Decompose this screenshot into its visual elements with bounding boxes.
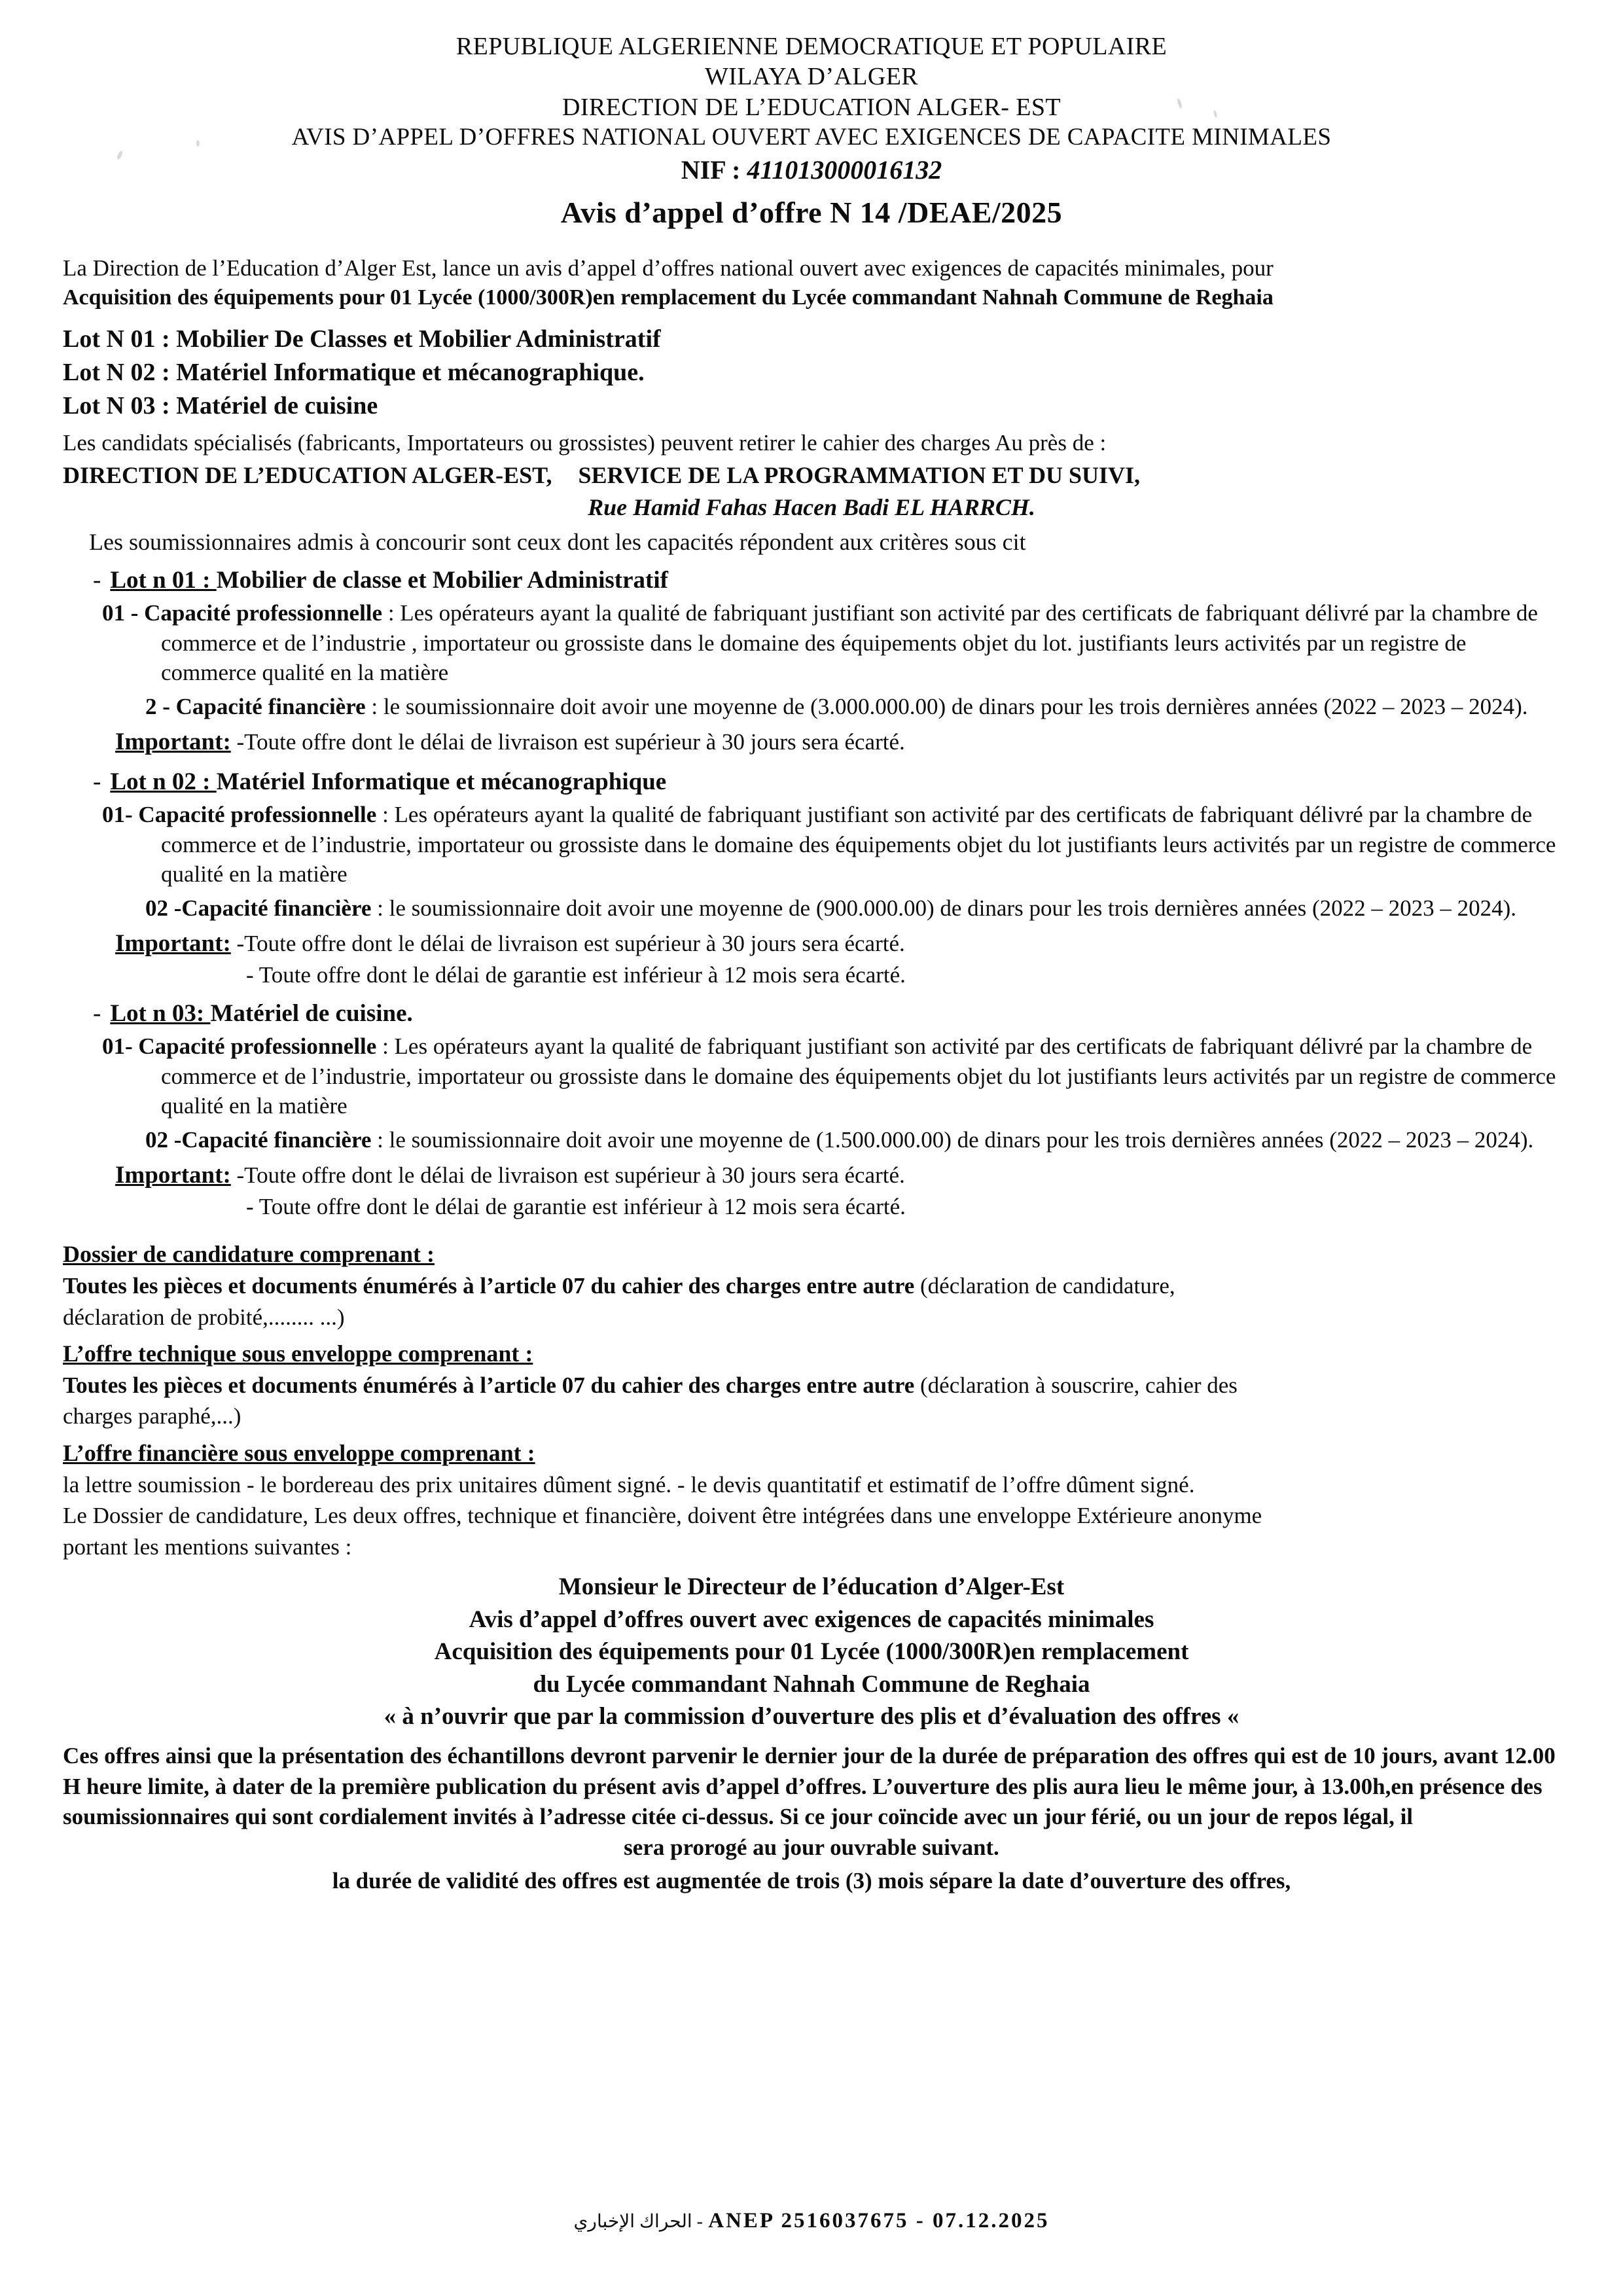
lot-03-dash: -: [93, 1000, 101, 1028]
financiere-line-2: Le Dossier de candidature, Les deux offres, technique et financière, doivent être intégrées dans une enveloppe Extérieure anonyme: [63, 1503, 1262, 1529]
lot-03-important: [63, 1160, 1560, 1222]
lot-01-dash: -: [93, 567, 101, 594]
enveloppe-line-5: « à n’ouvrir que par la commission d’ouverture des plis et d’évaluation des offres «: [383, 1703, 1240, 1731]
retirement-direction: DIRECTION DE L’EDUCATION ALGER-EST,: [63, 462, 552, 489]
lot-01-financial: [63, 692, 1560, 722]
lot-detail-03: [63, 999, 1560, 1222]
final-paragraph: [63, 1741, 1560, 1863]
lot-02-prof-label: 01- Capacité professionnelle: [102, 802, 377, 828]
lot-02-important-label: Important:: [115, 930, 231, 958]
dossier-line-1: [63, 1271, 1560, 1301]
lot-02-fin-label: 02 -Capacité financière: [145, 895, 372, 921]
footer-anep-code: ANEP 2516037675 - 07.12.2025: [708, 2209, 1050, 2233]
lot-detail-01: [63, 566, 1560, 759]
lot-02-financial: [63, 893, 1560, 924]
enveloppe-line-2: Avis d’appel d’offres ouvert avec exigences de capacités minimales: [469, 1605, 1154, 1633]
retirement-block: [63, 428, 1560, 558]
lot-02-fin-text: : le soumissionnaire doit avoir une moyenne de (900.000.00) de dinars pour les trois dernières années (2022 – 2023 – 2024).: [371, 895, 1517, 921]
lot-01-professional: [63, 598, 1560, 688]
dossier-heading: Dossier de candidature comprenant :: [63, 1241, 435, 1268]
lot-item: Lot N 01 : Mobilier De Classes et Mobilier Administratif: [63, 325, 661, 353]
criteria-line: Les soumissionnaires admis à concourir sont ceux dont les capacités répondent aux critères sous cit: [89, 528, 1026, 555]
lot-01-title-rest: Mobilier de classe et Mobilier Administratif: [216, 567, 668, 594]
lot-03-title: Lot n 03:: [110, 1000, 211, 1028]
technique-line-2: charges paraphé,...): [63, 1403, 241, 1429]
lots-list: [63, 323, 1560, 423]
lot-01-prof-label: 01 - Capacité professionnelle: [102, 600, 383, 626]
lot-03-important-line: -Toute offre dont le délai de livraison est supérieur à 30 jours sera écarté.: [230, 1162, 905, 1189]
header-republic: REPUBLIQUE ALGERIENNE DEMOCRATIQUE ET POPULAIRE: [455, 33, 1168, 60]
header-wilaya: WILAYA D’ALGER: [704, 63, 919, 91]
nif-value: 411013000016132: [747, 155, 942, 185]
lot-02-important-line-2: - Toute offre dont le délai de garantie est inférieur à 12 mois sera écarté.: [246, 962, 906, 988]
retirement-address: Rue Hamid Fahas Hacen Badi EL HARRCH.: [588, 493, 1035, 520]
lot-01-prof-text: : Les opérateurs ayant la qualité de fabriquant justifiant son activité par des certificats de fabriquant délivré par la chambre de commerce et de l’industrie , importateur ou grossiste dans le domaine des équipements objet du lot. justifiants leurs activités par un registre de commerce qualité en la matière: [161, 600, 1538, 686]
lot-03-important-line-2: - Toute offre dont le délai de garantie est inférieur à 12 mois sera écarté.: [246, 1194, 906, 1220]
scan-speck: [196, 140, 200, 147]
lot-03-prof-text: : Les opérateurs ayant la qualité de fabriquant justifiant son activité par des certificats de fabriquant délivré par la chambre de commerce et de l’industrie, importateur ou grossiste dans le domaine des équipements objet du lot justifiants leurs activités par un registre de commerce qualité en la matière: [161, 1033, 1556, 1119]
lot-02-dash: -: [93, 768, 101, 796]
technique-rest: (déclaration à souscrire, cahier des: [914, 1372, 1238, 1398]
lot-02-important-line: -Toute offre dont le délai de livraison est supérieur à 30 jours sera écarté.: [230, 931, 905, 957]
dossier-bold: Toutes les pièces et documents énumérés à l’article 07 du cahier des charges entre autre: [63, 1273, 915, 1299]
lot-02-prof-text: : Les opérateurs ayant la qualité de fabriquant justifiant son activité par des certificats de fabriquant délivré par la chambre de commerce et de l’industrie, importateur ou grossiste dans le domaine des équipements objet du lot justifiants leurs activités par un registre de commerce qualité en la matière: [161, 802, 1556, 888]
lot-03-title-rest: Matériel de cuisine.: [210, 1000, 413, 1028]
validity-line: la durée de validité des offres est augmentée de trois (3) mois sépare la date d’ouverture des offres,: [332, 1868, 1291, 1894]
lot-03-heading: [63, 999, 1560, 1028]
intro-block: [63, 253, 1560, 312]
enveloppe-line-1: Monsieur le Directeur de l’éducation d’Alger-Est: [558, 1573, 1065, 1601]
retirement-service: SERVICE DE LA PROGRAMMATION ET DU SUIVI,: [578, 462, 1141, 489]
lot-item: Lot N 03 : Matériel de cuisine: [63, 391, 378, 420]
lot-03-financial: [63, 1125, 1560, 1155]
lot-01-important-line: -Toute offre dont le délai de livraison est supérieur à 30 jours sera écarté.: [230, 729, 905, 755]
retirement-text: Les candidats spécialisés (fabricants, Importateurs ou grossistes) peuvent retirer le cahier des charges Au près de :: [63, 429, 1107, 456]
financiere-line-1: la lettre soumission - le bordereau des prix unitaires dûment signé. - le devis quantitatif et estimatif de l’offre dûment signé.: [63, 1471, 1195, 1498]
lot-03-important-label: Important:: [115, 1162, 231, 1189]
financiere-heading: L’offre financière sous enveloppe comprenant :: [63, 1439, 535, 1466]
header-avis-type: AVIS D’APPEL D’OFFRES NATIONAL OUVERT AVEC EXIGENCES DE CAPACITE MINIMALES: [291, 124, 1332, 151]
lot-02-title: Lot n 02 :: [110, 768, 217, 796]
lot-03-professional: [63, 1031, 1560, 1121]
lot-03-fin-label: 02 -Capacité financière: [145, 1126, 372, 1153]
financiere-section: [63, 1438, 1560, 1562]
lot-detail-02: [63, 768, 1560, 990]
lot-02-professional: [63, 800, 1560, 889]
document-header: [63, 31, 1560, 231]
enveloppe-line-3: Acquisition des équipements pour 01 Lycée (1000/300R)en remplacement: [434, 1638, 1189, 1666]
lot-02-heading: [63, 768, 1560, 796]
lot-01-important-label: Important:: [115, 728, 231, 756]
intro-line-1: La Direction de l’Education d’Alger Est, lance un avis d’appel d’offres national ouvert avec exigences de capacités minimales, pour: [63, 255, 1274, 281]
lot-01-fin-label: 2 - Capacité financière: [145, 693, 366, 719]
footer-arabic: الحراك الإخباري -: [573, 2212, 703, 2232]
enveloppe-mentions: [63, 1571, 1560, 1733]
lot-01-fin-text: : le soumissionnaire doit avoir une moyenne de (3.000.000.00) de dinars pour les trois dernières années (2022 – 2023 – 2024).: [365, 693, 1528, 719]
technique-section: [63, 1338, 1560, 1431]
intro-line-2: Acquisition des équipements pour 01 Lycée (1000/300R)en remplacement du Lycée commandant Nahnah Commune de Reghaia: [63, 285, 1274, 310]
dossier-rest: (déclaration de candidature,: [914, 1273, 1175, 1299]
final-text: Ces offres ainsi que la présentation des échantillons devront parvenir le dernier jour de la durée de préparation des offres qui est de 10 jours, avant 12.00 H heure limite, à dater de la première publication du présent avis d’appel d’offres. L’ouverture des plis aura lieu le même jour, à 13.00h,en présence des soumissionnaires qui sont cordialement invités à l’adresse citée ci-dessus. Si ce jour coïncide avec un jour férié, ou un jour de repos légal, il: [63, 1743, 1556, 1830]
retirement-direction-line: [63, 460, 1560, 491]
dossier-section: [63, 1239, 1560, 1332]
lot-01-heading: [63, 566, 1560, 594]
lot-03-prof-label: 01- Capacité professionnelle: [102, 1033, 377, 1060]
nif-label: NIF :: [681, 155, 747, 185]
financiere-line-3: portant les mentions suivantes :: [63, 1534, 352, 1560]
lot-02-important: [63, 928, 1560, 990]
technique-bold: Toutes les pièces et documents énumérés à l’article 07 du cahier des charges entre autre: [63, 1372, 915, 1398]
technique-line-1: [63, 1371, 1560, 1401]
lot-01-title: Lot n 01 :: [110, 567, 217, 594]
lot-03-fin-text: : le soumissionnaire doit avoir une moyenne de (1.500.000.00) de dinars pour les trois dernières années (2022 – 2023 – 2024).: [371, 1126, 1534, 1153]
header-nif: [63, 154, 1560, 187]
lot-item: Lot N 02 : Matériel Informatique et mécanographique.: [63, 358, 645, 386]
dossier-line-2: déclaration de probité,........ ...): [63, 1304, 345, 1330]
enveloppe-line-4: du Lycée commandant Nahnah Commune de Reghaia: [533, 1670, 1090, 1698]
page-title: Avis d’appel d’offre N 14 /DEAE/2025: [560, 196, 1063, 229]
header-direction: DIRECTION DE L’EDUCATION ALGER- EST: [562, 93, 1061, 121]
lot-01-important: [63, 726, 1560, 759]
lot-02-title-rest: Matériel Informatique et mécanographique: [216, 768, 667, 796]
final-text-center: sera prorogé au jour ouvrable suivant.: [624, 1834, 999, 1860]
technique-heading: L’offre technique sous enveloppe comprenant :: [63, 1340, 533, 1367]
footer-anep: [0, 2209, 1623, 2233]
